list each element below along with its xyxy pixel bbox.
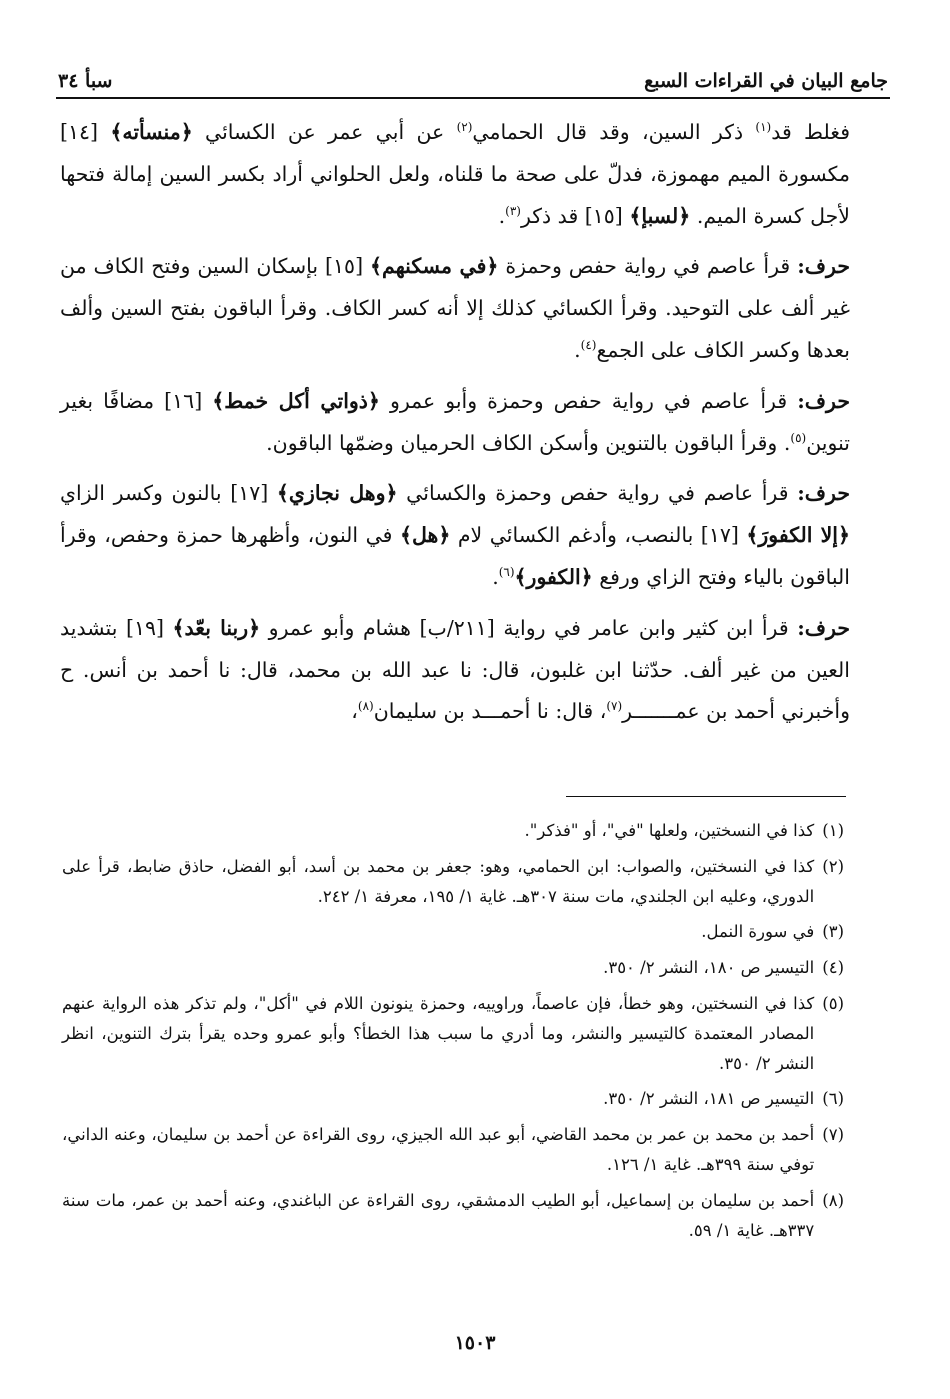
footnote-ref: (٥): [790, 430, 807, 445]
quran-word: ﴿هل﴾: [399, 523, 451, 548]
text-run: .: [574, 337, 581, 362]
paragraph-5: [60, 608, 850, 733]
paragraph-1: [60, 112, 850, 237]
book-title: جامع البيان في القراءات السبع: [644, 70, 888, 92]
text-run: .: [498, 203, 506, 228]
quran-word: ﴿ربنا بعّد﴾: [172, 615, 261, 640]
header-rule: [56, 97, 890, 99]
footnote-text: في سورة النمل.: [701, 922, 815, 942]
text-run: [١٥] قد ذكر: [520, 203, 630, 228]
footnote-text: كذا في النسختين، ولعلها "في"، أو "فذكر".: [524, 821, 815, 840]
footnote-number: (٦): [822, 1089, 844, 1109]
footnote-text: أحمد بن سليمان بن إسماعيل، أبو الطيب الدمشقي، روى القراءة عن الباغندي، وعنه أحمد بن عمر، مات سنة ٣٣٧هـ. غاية ١/ ٥٩.: [62, 1190, 815, 1240]
footnote-ref: (٦): [498, 565, 515, 580]
footnote-number: (٢): [822, 856, 844, 876]
text-run: [١٥] بإسكان السين وفتح الكاف من غير ألف على التوحيد. وقرأ الكسائي كذلك إلا أنه كسر الكاف. وقرأ الباقون بفتح السين وألف بعدها وكسر الكاف على الجمع: [60, 254, 850, 362]
footnote-ref: (٨): [357, 699, 374, 714]
section-label: حرف:: [797, 615, 850, 640]
text-run: [١٧] بالنون وكسر الزاي: [60, 481, 277, 506]
footnote-number: (٣): [822, 922, 844, 942]
text-run: عن أبي عمر عن الكسائي: [192, 120, 457, 144]
footnote: [62, 852, 844, 912]
footnote-text: التيسير ص ١٨١، النشر ٢/ ٣٥٠.: [603, 1089, 815, 1109]
quran-word: ﴿وهل نجازي﴾: [276, 481, 398, 506]
footnote-number: (١): [822, 821, 844, 840]
footnote: [62, 1186, 844, 1246]
text-run: في النون، وأظهرها حمزة وحفص، وقرأ الباقون بالياء وفتح الزاي ورفع: [60, 523, 850, 589]
footnotes: [62, 816, 844, 1251]
footnote: [62, 917, 844, 947]
main-text: [60, 112, 850, 742]
footnote-number: (٤): [822, 958, 844, 978]
quran-word: ﴿لسبإ﴾: [629, 203, 691, 228]
text-run: قرأ عاصم في رواية حفص وحمزة: [498, 254, 798, 279]
text-run: [١٦] مضافًا بغير تنوين: [60, 388, 850, 455]
footnote-separator: [566, 796, 846, 797]
footnote-ref: (٧): [606, 699, 623, 714]
section-label: حرف:: [797, 481, 850, 506]
text-run: فغلط قد: [771, 120, 850, 144]
quran-word: ﴿الكفور﴾: [514, 564, 593, 589]
footnote-ref: (٣): [505, 203, 521, 218]
text-run: ذكر السين، وقد قال الحمامي: [472, 120, 756, 144]
surah-label: سبأ ٣٤: [58, 70, 113, 92]
footnote: [62, 953, 844, 983]
footnote-ref: (١): [755, 120, 772, 135]
text-run: [١٩] بتشديد العين من غير ألف. حدّثنا ابن غلبون، قال: نا عبد الله بن محمد، قال: نا أحمد بن أنس. ح وأخبرني أحمد بن عمـــــــر: [60, 615, 850, 724]
footnote-text: كذا في النسختين، والصواب: ابن الحمامي، وهو: جعفر بن محمد بن أسد، أبو الفضل، حاذق ضابط، قرأ على الدوري، وعليه ابن الجلندي، مات سنة ٣٠٧هـ. غاية ١/ ١٩٥، معرفة ١/ ٢٤٢.: [62, 856, 815, 906]
section-label: حرف:: [797, 254, 850, 279]
text-run: ،: [351, 699, 358, 724]
quran-word: ﴿منسأته﴾: [110, 120, 193, 144]
text-run: ، قال: نا أحمـــد بن سليمان: [373, 699, 607, 724]
paragraph-2: [60, 246, 850, 371]
page-number: ١٥٠٣: [454, 1332, 496, 1354]
footnote-number: (٥): [822, 993, 844, 1013]
footnote-text: أحمد بن محمد بن عمر بن محمد القاضي، أبو عبد الله الجيزي، روى القراءة عن أحمد بن سليمان، وعنه الداني، توفي سنة ٣٩٩هـ. غاية ١/ ١٢٦.: [62, 1125, 815, 1174]
footnote-text: كذا في النسختين، وهو خطأ، فإن عاصماً، وراوييه، وحمزة ينونون اللام في "أكل"، ولم تذكر هذه الرواية عنهم المصادر المعتمدة كالتيسير والنشر، وما أدري ما سبب هذا الخطأ؟ وأبو عمرو وحده يقرأ بترك التنوين، انظر النشر ٢/ ٣٥٠.: [62, 993, 815, 1073]
text-run: قرأ ابن كثير وابن عامر في رواية [٢١١/ب] هشام وأبو عمرو: [260, 615, 798, 640]
running-header: [58, 58, 888, 92]
paragraph-4: [60, 473, 850, 598]
section-label: حرف:: [797, 388, 850, 413]
paragraph-3: [60, 381, 850, 465]
footnote: [62, 1120, 844, 1180]
quran-word: ﴿ذواتي أكل خمط﴾: [212, 388, 380, 413]
text-run: .: [492, 564, 499, 589]
footnote-ref: (٤): [580, 338, 597, 353]
footnote-text: التيسير ص ١٨٠، النشر ٢/ ٣٥٠.: [603, 958, 815, 978]
text-run: [١٤] مكسورة الميم مهموزة، فدلّ على صحة ما قلناه، ولعل الحلواني أراد بكسر السين إمالة فتحها لأجل كسرة الميم.: [60, 120, 850, 228]
text-run: قرأ عاصم في رواية حفص وحمزة والكسائي: [397, 481, 798, 506]
footnote: [62, 1084, 844, 1114]
text-run: . وقرأ الباقون بالتنوين وأسكن الكاف الحرميان وضمّها الباقون.: [266, 430, 791, 455]
footnote-number: (٨): [822, 1190, 844, 1210]
quran-word: ﴿في مسكنهم﴾: [370, 254, 499, 279]
footnote-ref: (٢): [456, 120, 473, 135]
quran-word: ﴿إلا الكفورَ﴾: [746, 523, 850, 548]
footnote-number: (٧): [822, 1125, 844, 1145]
text-run: [١٧] بالنصب، وأدغم الكسائي لام: [450, 523, 747, 548]
text-run: قرأ عاصم في رواية حفص وحمزة وأبو عمرو: [379, 388, 798, 413]
footnote: [62, 816, 844, 846]
footnote: [62, 989, 844, 1078]
